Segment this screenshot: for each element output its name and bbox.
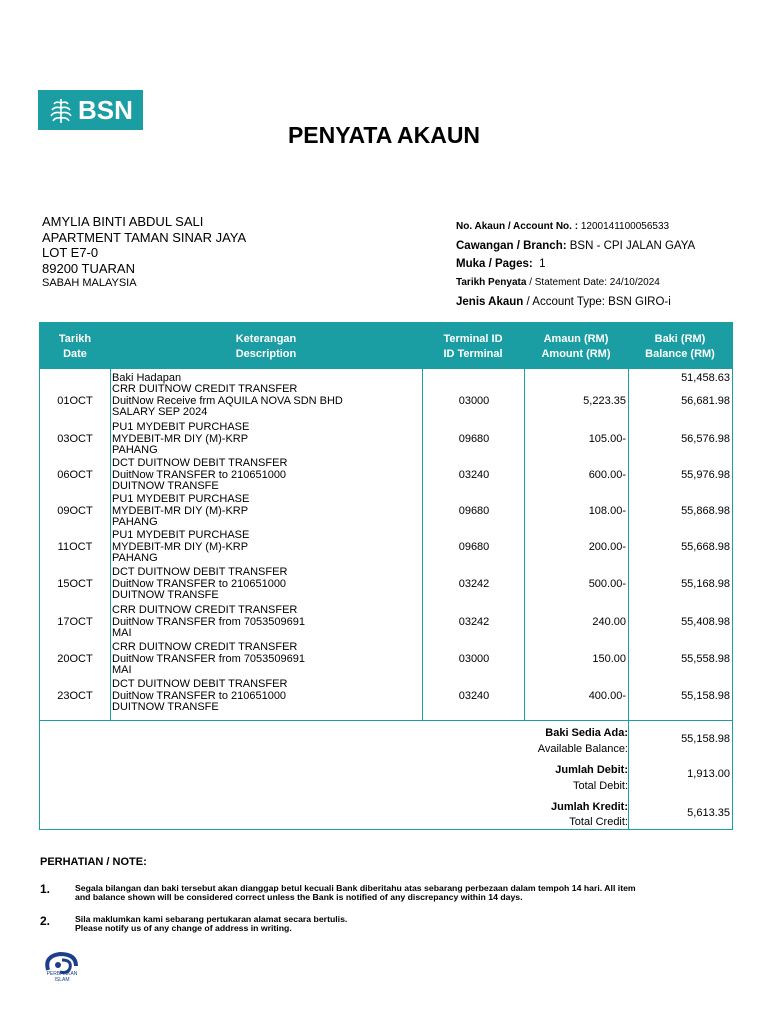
row-amount: 500.00- — [588, 578, 626, 590]
total-credit-label-my: Jumlah Kredit: — [550, 801, 628, 813]
available-balance-label-my: Baki Sedia Ada: — [545, 727, 628, 739]
row-desc-line-3: DUITNOW TRANSFE — [112, 480, 219, 493]
row-divider — [40, 720, 732, 721]
row-desc-line-2: MYDEBIT-MR DIY (M)-KRP — [112, 504, 249, 517]
account-no-value: 1200141100056533 — [580, 221, 670, 232]
header-desc-en: Description — [235, 348, 297, 360]
row-terminal: 03240 — [458, 469, 490, 481]
address-line-4: SABAH MALAYSIA — [42, 277, 137, 289]
account-info — [456, 218, 695, 312]
total-credit-value: 5,613.35 — [687, 807, 730, 819]
customer-address — [42, 214, 246, 292]
header-term-my: Terminal ID — [443, 333, 503, 345]
row-date: 20OCT — [57, 653, 93, 665]
total-debit-label-en: Total Debit: — [572, 780, 628, 792]
row-terminal: 03000 — [458, 653, 490, 665]
row-desc-line-2: MYDEBIT-MR DIY (M)-KRP — [112, 432, 249, 445]
account-type-value: BSN GIRO-i — [608, 295, 671, 308]
perbankan-islam-text — [38, 972, 86, 983]
note-2-line-1: Sila maklumkan kami sebarang pertukaran alamat secara bertulis. — [75, 914, 348, 924]
row-amount: 600.00- — [588, 469, 626, 481]
transaction-table — [39, 322, 733, 830]
header-desc-my: Keterangan — [235, 333, 297, 345]
row-desc-line-1: PU1 MYDEBIT PURCHASE — [112, 529, 250, 541]
islam-text: ISLAM — [54, 976, 70, 983]
row-desc-line-2: MYDEBIT-MR DIY (M)-KRP — [112, 540, 249, 553]
header-date-my: Tarikh — [58, 333, 92, 345]
address-line-3: 89200 TUARAN — [42, 260, 135, 276]
header-date-en: Date — [63, 348, 87, 360]
available-balance-label-en: Available Balance: — [537, 743, 628, 755]
row-desc-line-3: PAHANG — [112, 516, 158, 529]
row-date: 23OCT — [57, 690, 93, 702]
bsn-logo-text: BSN — [78, 94, 133, 125]
row-desc-line-1: CRR DUITNOW CREDIT TRANSFER — [112, 604, 298, 616]
branch-value: BSN - CPI JALAN GAYA — [569, 239, 696, 252]
row-date: 17OCT — [57, 616, 93, 628]
col-divider — [422, 369, 423, 720]
row-desc-line-1: PU1 MYDEBIT PURCHASE — [112, 493, 250, 505]
col-divider — [110, 369, 111, 720]
account-no-label: No. Akaun / Account No. : — [456, 221, 579, 232]
row-balance: 55,168.98 — [681, 578, 730, 590]
branch-label: Cawangan / Branch: — [456, 239, 567, 252]
available-balance-value: 55,158.98 — [681, 733, 730, 745]
perbankan-text: PERBANKAN — [46, 971, 78, 977]
pages-value: 1 — [539, 258, 546, 271]
row-terminal: 03242 — [458, 578, 490, 590]
row-desc-line-3: MAI — [112, 627, 132, 640]
statement-date-label-bold: Tarikh Penyata — [456, 277, 527, 289]
header-term-en: ID Terminal — [443, 348, 503, 360]
bsn-tree-icon — [48, 95, 74, 125]
total-debit-label-my: Jumlah Debit: — [555, 764, 628, 776]
header-amt-en: Amount (RM) — [541, 348, 611, 360]
row-terminal: 09680 — [458, 505, 490, 517]
total-credit-label-en: Total Credit: — [569, 816, 628, 828]
row-terminal: 03242 — [458, 616, 490, 628]
row-desc-line-3: SALARY SEP 2024 — [112, 406, 208, 419]
pages-label: Muka / Pages: — [456, 258, 533, 271]
header-description — [110, 332, 422, 362]
row-desc-line-1: CRR DUITNOW CREDIT TRANSFER — [112, 641, 298, 653]
note-2-text — [75, 915, 715, 932]
row-date: 03OCT — [57, 433, 93, 445]
row-balance: 56,681.98 — [681, 395, 730, 407]
row-desc-line-2: DuitNow TRANSFER to 210651000 — [112, 689, 287, 702]
row-desc-line-1: CRR DUITNOW CREDIT TRANSFER — [112, 383, 298, 395]
row-desc-line-1: DCT DUITNOW DEBIT TRANSFER — [112, 457, 288, 469]
row-terminal: 09680 — [458, 541, 490, 553]
statement-date-label: / Statement Date: — [529, 277, 608, 289]
row-balance: 55,408.98 — [681, 616, 730, 628]
row-desc-line-1: DCT DUITNOW DEBIT TRANSFER — [112, 566, 288, 578]
note-1-line-1: Segala bilangan dan baki tersebut akan dianggap betul kecuali Bank diberitahu atas sebarang perbezaan dalam tempoh 14 hari. All item — [75, 883, 636, 893]
row-desc-line-2: DuitNow TRANSFER from 7053509691 — [112, 652, 305, 665]
row-desc-line-2: DuitNow TRANSFER from 7053509691 — [112, 615, 305, 628]
header-terminal — [422, 332, 524, 362]
row-desc-line-2: DuitNow Receive frm AQUILA NOVA SDN BHD — [112, 394, 343, 407]
table-header — [40, 323, 732, 369]
row-date: 11OCT — [57, 541, 93, 553]
note-1-number: 1. — [40, 882, 51, 896]
row-balance: 55,976.98 — [681, 469, 730, 481]
note-2-number: 2. — [40, 914, 51, 928]
header-balance — [628, 332, 732, 362]
row-balance: 55,158.98 — [681, 690, 730, 702]
header-bal-en: Balance (RM) — [645, 348, 715, 360]
account-type-label: / Account Type: — [526, 295, 605, 308]
row-balance: 56,576.98 — [681, 433, 730, 445]
row-amount: 200.00- — [588, 541, 626, 553]
row-desc-line-3: MAI — [112, 664, 132, 677]
row-desc-line-1: DCT DUITNOW DEBIT TRANSFER — [112, 678, 288, 690]
note-2-line-2: Please notify us of any change of address in writing. — [75, 922, 292, 933]
note-1-text — [75, 884, 715, 901]
total-debit-value: 1,913.00 — [687, 768, 730, 780]
note-1-line-2: and balance shown will be considered correct unless the Bank is notified of any discrepancy within 14 days. — [75, 891, 523, 902]
row-terminal: 03240 — [458, 690, 490, 702]
opening-desc: Baki Hadapan — [112, 372, 182, 384]
header-amt-my: Amaun (RM) — [543, 333, 609, 345]
col-divider — [524, 369, 525, 720]
col-divider — [628, 369, 629, 829]
account-type-label-bold: Jenis Akaun — [456, 295, 524, 308]
header-date — [40, 332, 110, 362]
opening-balance: 51,458.63 — [681, 372, 730, 384]
statement-date-value: 24/10/2024 — [609, 277, 660, 289]
row-date: 01OCT — [57, 395, 93, 407]
row-date: 06OCT — [57, 469, 93, 481]
address-line-2: LOT E7-0 — [42, 245, 99, 260]
row-desc-line-3: DUITNOW TRANSFE — [112, 701, 219, 714]
row-terminal: 03000 — [458, 395, 490, 407]
row-amount: 240.00 — [592, 616, 626, 628]
row-amount: 105.00- — [588, 433, 626, 445]
row-desc-line-3: PAHANG — [112, 444, 158, 457]
row-balance: 55,868.98 — [681, 505, 730, 517]
row-amount: 108.00- — [588, 505, 626, 517]
row-date: 09OCT — [57, 505, 93, 517]
customer-name: AMYLIA BINTI ABDUL SALI — [42, 214, 204, 229]
row-amount: 400.00- — [588, 690, 626, 702]
header-amount — [524, 332, 628, 362]
row-desc-line-1: PU1 MYDEBIT PURCHASE — [112, 421, 250, 433]
row-desc-line-2: DuitNow TRANSFER to 210651000 — [112, 468, 287, 481]
row-balance: 55,668.98 — [681, 541, 730, 553]
row-date: 15OCT — [57, 578, 93, 590]
notes-heading: PERHATIAN / NOTE: — [40, 856, 147, 868]
row-balance: 55,558.98 — [681, 653, 730, 665]
address-line-1: APARTMENT TAMAN SINAR JAYA — [42, 229, 247, 245]
row-terminal: 09680 — [458, 433, 490, 445]
row-desc-line-3: PAHANG — [112, 552, 158, 565]
row-desc-line-2: DuitNow TRANSFER to 210651000 — [112, 577, 287, 590]
page-title: PENYATA AKAUN — [287, 122, 481, 148]
row-amount: 5,223.35 — [583, 395, 626, 407]
row-amount: 150.00 — [592, 653, 626, 665]
header-bal-my: Baki (RM) — [654, 333, 706, 345]
row-desc-line-3: DUITNOW TRANSFE — [112, 589, 219, 602]
